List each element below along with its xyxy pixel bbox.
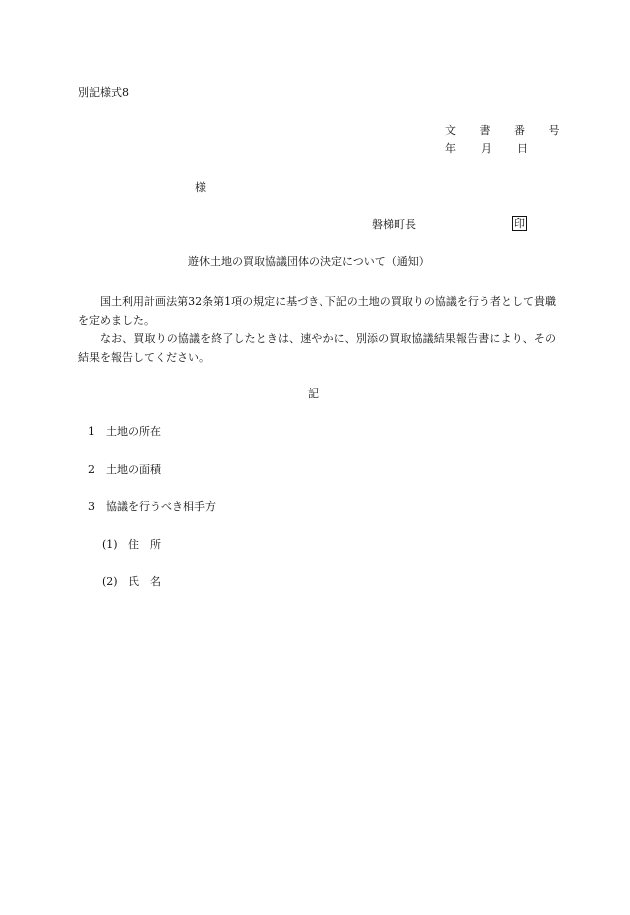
list-item bbox=[88, 500, 216, 514]
document-title: 遊休土地の買取協議団体の決定について（通知） bbox=[188, 255, 430, 268]
seal-mark bbox=[512, 216, 527, 231]
subitem-number: (2) bbox=[102, 575, 118, 588]
item-label: 協議を行うべき相手方 bbox=[106, 500, 216, 513]
item-number: 1 bbox=[88, 425, 95, 438]
subitem-number: (1) bbox=[102, 538, 118, 551]
body-paragraph-2: なお、買取りの協議を終了したときは、速やかに、別添の買取協議結果報告書により、その結果を報告してください。 bbox=[78, 332, 556, 364]
sub-list-item bbox=[102, 575, 161, 589]
date-day: 日 bbox=[517, 142, 528, 155]
date-year: 年 bbox=[445, 142, 456, 155]
ki-heading: 記 bbox=[308, 387, 319, 400]
addressee-honorific: 様 bbox=[195, 181, 206, 194]
item-label: 土地の所在 bbox=[106, 425, 161, 438]
subitem-label: 住 所 bbox=[128, 538, 161, 551]
form-label: 別記様式8 bbox=[78, 86, 129, 99]
subitem-label: 氏 名 bbox=[128, 575, 161, 588]
seal-text: 印 bbox=[514, 217, 525, 230]
document-number-label: 文 書 番 号 bbox=[445, 124, 570, 137]
list-item bbox=[88, 463, 161, 477]
date-month: 月 bbox=[481, 142, 492, 155]
list-item bbox=[88, 425, 161, 439]
sender-title: 磐梯町長 bbox=[372, 218, 416, 231]
sub-list-item bbox=[102, 538, 161, 552]
item-number: 3 bbox=[88, 500, 95, 513]
item-number: 2 bbox=[88, 463, 95, 476]
item-label: 土地の面積 bbox=[106, 463, 161, 476]
body-paragraph-1: 国土利用計画法第32条第1項の規定に基づき､下記の土地の買取りの協議を行う者として貴職を定めました。 bbox=[78, 295, 556, 327]
